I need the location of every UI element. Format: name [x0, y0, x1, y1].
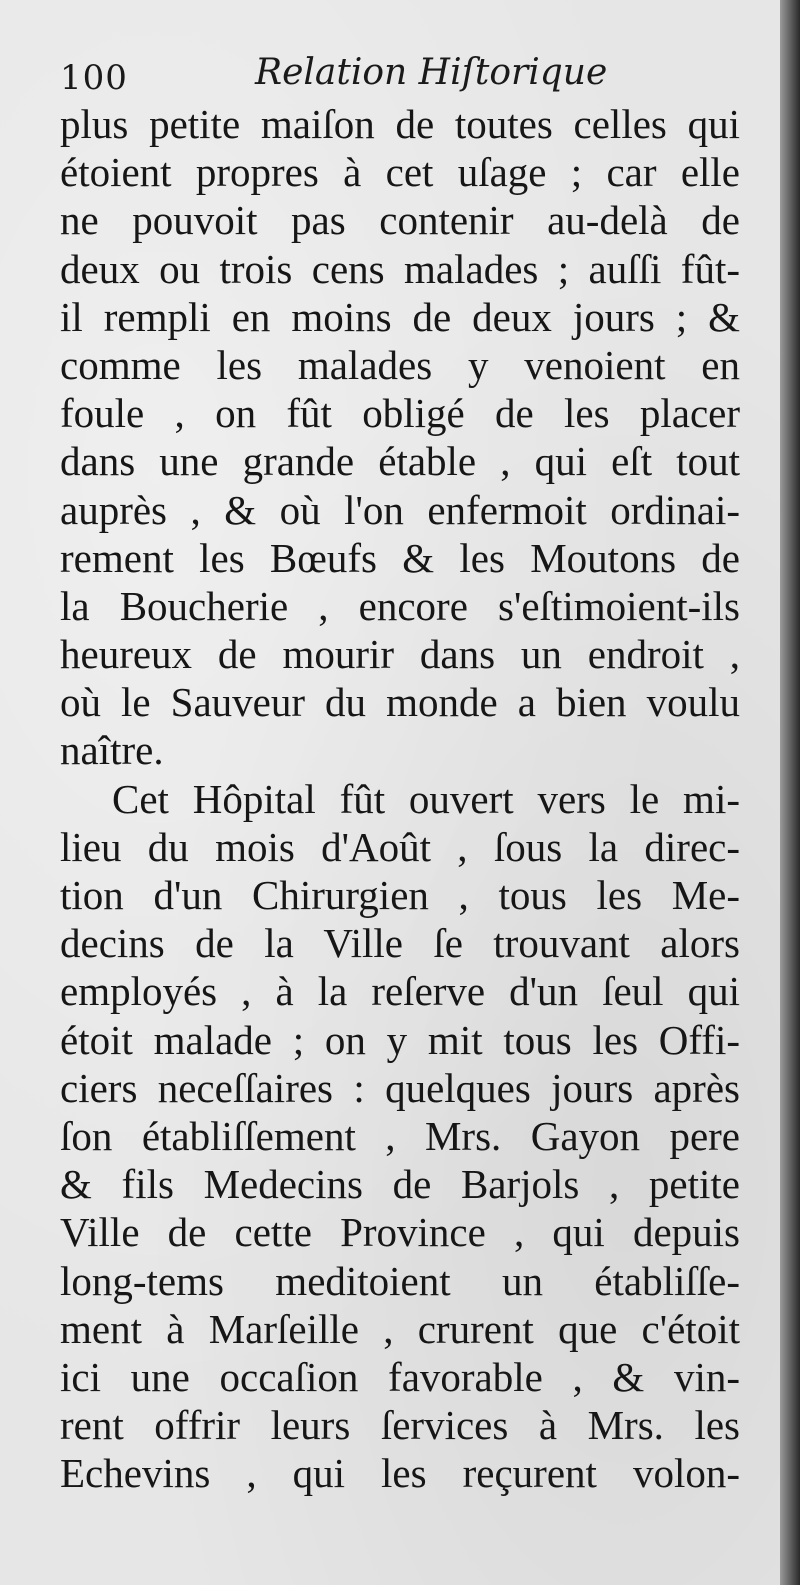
text-line: étoient propres à cet uſage ; car elle	[60, 149, 740, 196]
text-line: plus petite maiſon de toutes celles qui	[60, 101, 740, 147]
text-line: foule , on fût obligé de les placer	[60, 390, 740, 437]
text-line: Echevins , qui les reçurent volon-	[60, 1450, 740, 1497]
text-line: comme les malades y venoient en	[60, 341, 740, 388]
text-line: tion d'un Chirurgien , tous les Me-	[60, 872, 740, 918]
text-line: rent offrir leurs ſervices à Mrs. les	[60, 1402, 740, 1449]
text-line: & fils Medecins de Barjols , petite	[60, 1161, 740, 1208]
text-line: ſon établiſſement , Mrs. Gayon pere	[60, 1112, 740, 1159]
text-line: où le Sauveur du monde a bien voulu	[60, 679, 740, 726]
text-line: dans une grande étable , qui eſt tout	[60, 438, 740, 485]
text-line: naître.	[60, 727, 164, 774]
text-line: Cet Hôpital fût ouvert vers le mi-	[112, 775, 740, 822]
text-line: Ville de cette Province , qui depuis	[60, 1209, 740, 1256]
text-line: auprès , & où l'on enfermoit ordinai-	[60, 486, 740, 533]
text-line: decins de la Ville ſe trouvant alors	[60, 920, 740, 967]
page-edge-shadow	[780, 0, 800, 1585]
text-line: rement les Bœufs & les Moutons de	[60, 534, 740, 581]
text-line: il rempli en moins de deux jours ; &	[60, 293, 740, 340]
text-line: deux ou trois cens malades ; auſſi fût-	[60, 245, 740, 292]
text-line: employés , à la reſerve d'un ſeul qui	[60, 968, 740, 1015]
running-title: Relation Hiſtorique	[255, 52, 608, 93]
text-line: la Boucherie , encore s'eſtimoient-ils	[60, 582, 740, 629]
text-line: ment à Marſeille , crurent que c'étoit	[60, 1305, 740, 1352]
text-line: ciers neceſſaires : quelques jours après	[60, 1064, 740, 1111]
body-text	[60, 100, 740, 1497]
page-number: 100	[60, 58, 128, 98]
text-line: lieu du mois d'Août , ſous la direc-	[60, 823, 740, 870]
text-line: ici une occaſion favorable , & vin-	[60, 1353, 740, 1400]
page-header	[60, 52, 740, 102]
text-line: étoit malade ; on y mit tous les Offi-	[60, 1016, 740, 1063]
text-line: long-tems meditoient un établiſſe-	[60, 1257, 740, 1304]
text-line: ne pouvoit pas contenir au-delà de	[60, 197, 740, 244]
text-line: heureux de mourir dans un endroit ,	[60, 631, 740, 678]
